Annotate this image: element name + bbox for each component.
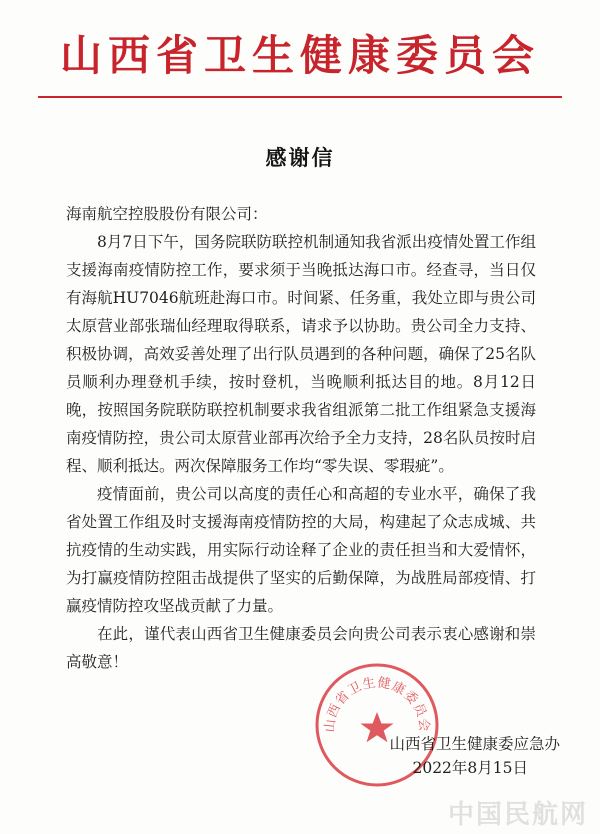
- signature-org: 山西省卫生健康委应急办: [389, 735, 560, 753]
- seal-text: 山西省卫生健康委员会: [322, 675, 432, 734]
- letterhead-red-rule: [38, 96, 562, 98]
- letter-body: [66, 228, 536, 676]
- paragraph-3: 在此，谨代表山西省卫生健康委员会向贵公司表示衷心感谢和崇高敬意！: [66, 625, 536, 671]
- salutation: 海南航空控股股份有限公司：: [66, 205, 268, 223]
- paragraph-2: 疫情面前，贵公司以高度的责任心和高超的专业水平，确保了我省处置工作组及时支援海南疫情防控的大局，构建起了众志成城、共抗疫情的生动实践，用实际行动诠释了企业的责任担当和大爱情怀，为打赢疫情防控阻击战提供了坚实的后勤保障，为战胜局部疫情、打赢疫情防控攻坚战贡献了力量。: [66, 485, 536, 615]
- paragraph-1: 8月7日下午，国务院联防联控机制通知我省派出疫情处置工作组支援海南疫情防控工作，要求须于当晚抵达海口市。经查寻，当日仅有海航HU7046航班赴海口市。时间紧、任务重，我处立即与贵公司太原营业部张瑞仙经理取得联系，请求予以协助。贵公司全力支持、积极协调，高效妥善处理了出行队员遇到的各种问题，确保了25名队员顺利办理登机手续，按时登机，当晚顺利抵达目的地。8月12日晚，按照国务院联防联控机制要求我省组派第二批工作组紧急支援海南疫情防控，贵公司太原营业部再次给予全力支持，28名队员按时启程、顺利抵达。两次保障服务工作均“零失误、零瑕疵”。: [66, 233, 536, 475]
- site-watermark: 中国民航网: [447, 800, 588, 830]
- signature-block: [0, 732, 560, 780]
- letterhead-title: 山西省卫生健康委员会: [59, 31, 540, 80]
- letter-title: 感谢信: [265, 145, 335, 170]
- signature-date: 2022年8月15日: [412, 759, 528, 777]
